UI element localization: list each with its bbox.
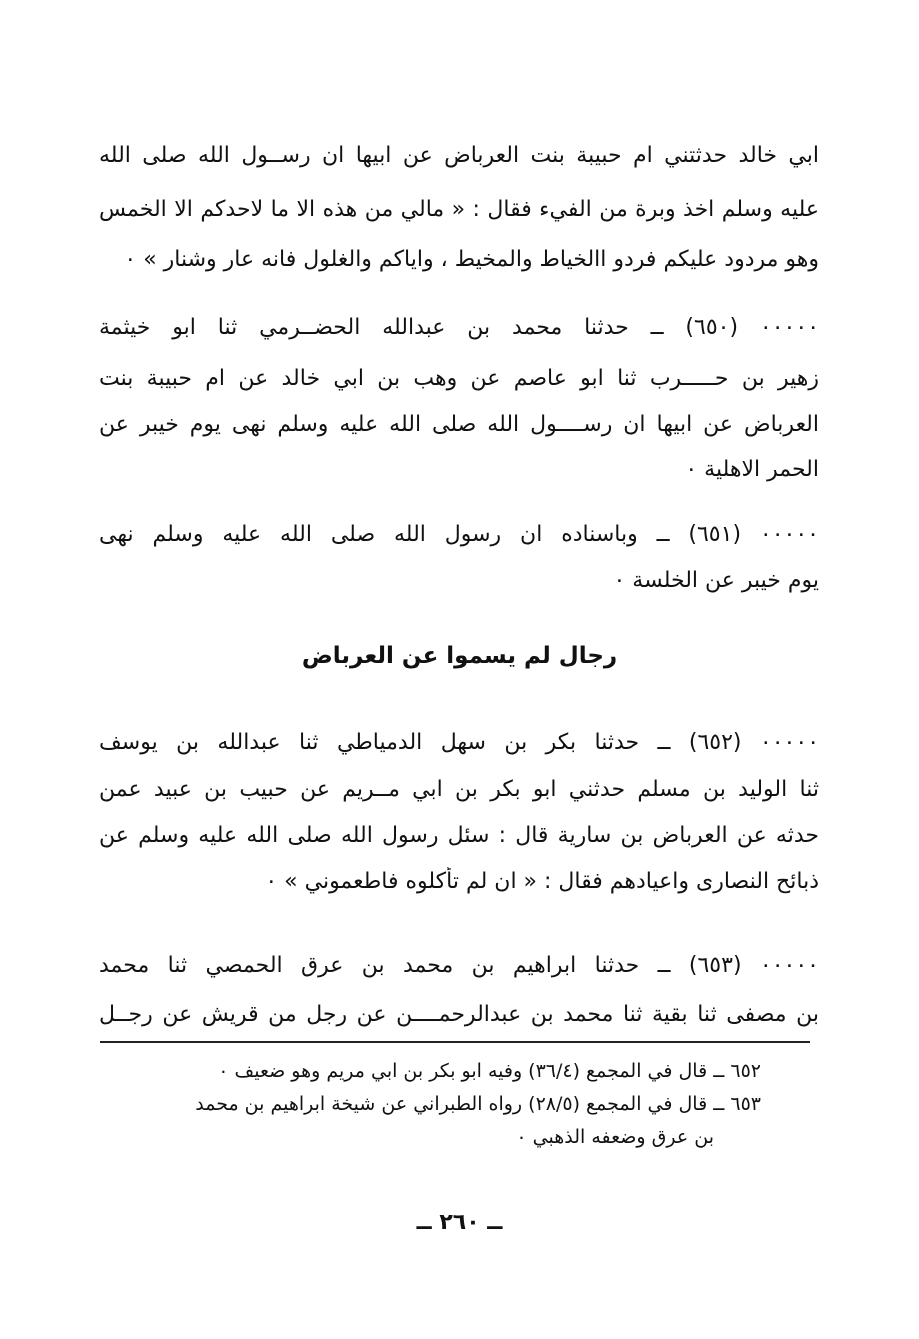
- body-line: بن مصفى ثنا بقية ثنا محمد بن عبدالرحمــــن عن رجل من قريش عن رجــل: [99, 1002, 819, 1027]
- body-line: وهو مردود عليكم فردو االخياط والمخيط ، واياكم والغلول فانه عار وشنار » ٠: [124, 247, 819, 272]
- footnote-separator: [100, 1041, 810, 1043]
- body-line: ٠٠٠٠٠ (٦٥٢) ــ حدثنا بكر بن سهل الدمياطي ثنا عبدالله بن يوسف: [99, 730, 819, 755]
- body-line: ذبائح النصارى واعيادهم فقال : « ان لم تأكلوه فاطعموني » ٠: [265, 869, 819, 894]
- body-line: ثنا الوليد بن مسلم حدثني ابو بكر بن ابي مــريم عن حبيب بن عبيد عمن: [99, 777, 819, 802]
- body-line: ٠٠٠٠٠ (٦٥٣) ــ حدثنا ابراهيم بن محمد بن عرق الحمصي ثنا محمد: [99, 953, 819, 978]
- page-number: ــ ٢٦٠ ــ: [416, 1210, 503, 1235]
- body-line: ابي خالد حدثتني ام حبيبة بنت العرباض عن ابيها ان رســول الله صلى الله: [99, 143, 819, 168]
- body-line: حدثه عن العرباض بن سارية قال : سئل رسول الله صلى الله عليه وسلم عن: [99, 823, 819, 848]
- body-line: ٠٠٠٠٠ (٦٥٠) ــ حدثنا محمد بن عبدالله الحضــرمي ثنا ابو خيثمة: [99, 315, 819, 340]
- footnote: بن عرق وضعفه الذهبي ٠: [516, 1126, 714, 1148]
- body-line: ٠٠٠٠٠ (٦٥١) ــ وباسناده ان رسول الله صلى الله عليه وسلم نهى: [99, 522, 819, 547]
- footnote: ٦٥٣ ــ قال في المجمع (٢٨/٥) رواه الطبراني عن شيخة ابراهيم بن محمد: [195, 1093, 761, 1115]
- body-line: عليه وسلم اخذ وبرة من الفيء فقال : « مالي من هذه الا ما لاحدكم الا الخمس: [99, 197, 819, 222]
- body-line: الحمر الاهلية ٠: [685, 457, 819, 482]
- footnote: ٦٥٢ ــ قال في المجمع (٣٦/٤) وفيه ابو بكر بن ابي مريم وهو ضعيف ٠: [218, 1060, 761, 1082]
- body-line: زهير بن حـــــرب ثنا ابو عاصم عن وهب بن ابي خالد عن ام حبيبة بنت: [99, 366, 819, 391]
- body-line: العرباض عن ابيها ان رســــول الله صلى الله عليه وسلم نهى يوم خيبر عن: [99, 412, 819, 437]
- body-line: يوم خيبر عن الخلسة ٠: [613, 568, 819, 593]
- section-heading: رجال لم يسموا عن العرباض: [301, 643, 618, 669]
